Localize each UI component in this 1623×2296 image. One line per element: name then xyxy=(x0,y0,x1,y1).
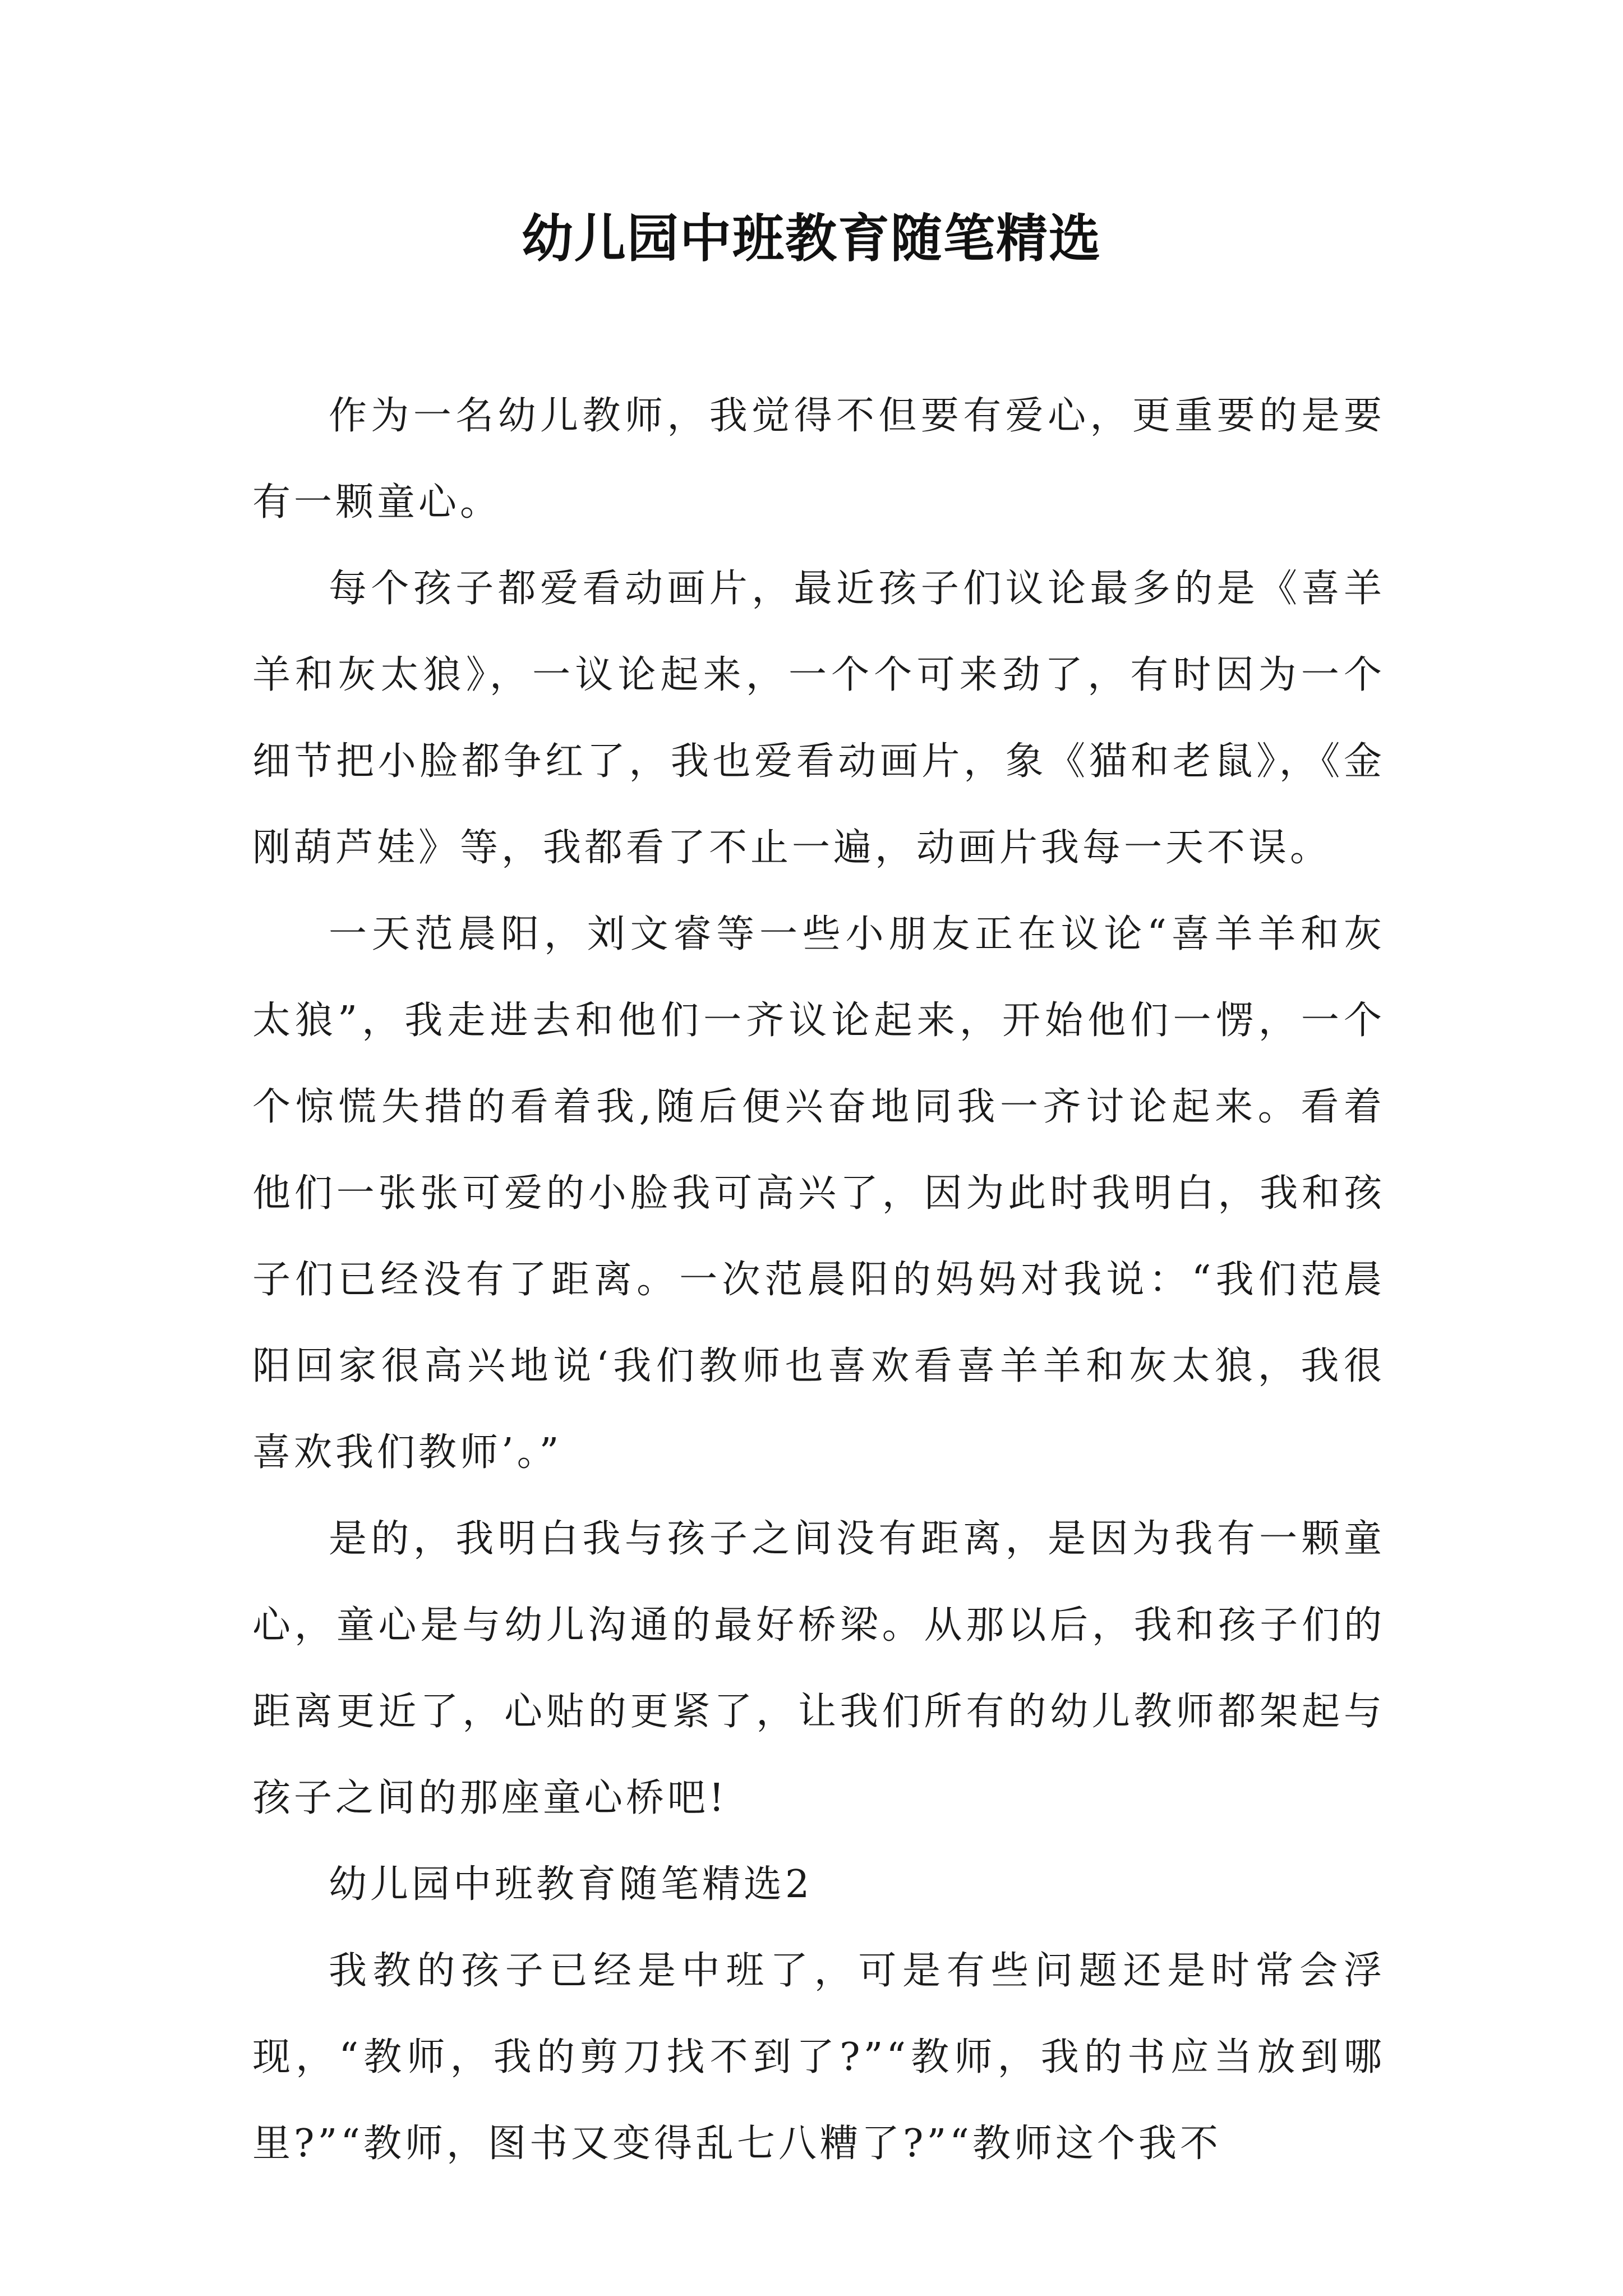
paragraph: 作为一名幼儿教师，我觉得不但要有爱心，更重要的是要有一颗童心。 xyxy=(252,394,1385,524)
paragraph: 一天范晨阳，刘文睿等一些小朋友正在议论“喜羊羊和灰太狼”，我走进去和他们一齐议论起来，开始他们一愣，一个个惊慌失措的看着我,随后便兴奋地同我一齐讨论起来。看着他们一张张可爱的小脸我可高兴了，因为此时我明白，我和孩子们已经没有了距离。一次范晨阳的妈妈对我说：“我们范晨阳回家很高兴地说‘我们教师也喜欢看喜羊羊和灰太狼，我很喜欢我们教师’。” xyxy=(252,912,1385,1475)
paragraph: 是的，我明白我与孩子之间没有距离，是因为我有一颗童心，童心是与幼儿沟通的最好桥梁。从那以后，我和孩子们的距离更近了，心贴的更紧了，让我们所有的幼儿教师都架起与孩子之间的那座童心桥吧! xyxy=(252,1517,1385,1820)
paragraph: 我教的孩子已经是中班了，可是有些问题还是时常会浮现，“教师，我的剪刀找不到了?”“教师，我的书应当放到哪里?”“教师，图书又变得乱七八糟了?”“教师这个我不 xyxy=(252,1949,1385,2166)
section-heading: 幼儿园中班教育随笔精选2 xyxy=(329,1862,813,1907)
document-title: 幼儿园中班教育随笔精选 xyxy=(521,208,1101,269)
paragraph: 每个孩子都爱看动画片，最近孩子们议论最多的是《喜羊羊和灰太狼》，一议论起来，一个个可来劲了，有时因为一个细节把小脸都争红了，我也爱看动画片，象《猫和老鼠》，《金刚葫芦娃》等，我都看了不止一遍，动画片我每一天不误。 xyxy=(252,567,1385,870)
document-body xyxy=(252,373,1385,2187)
